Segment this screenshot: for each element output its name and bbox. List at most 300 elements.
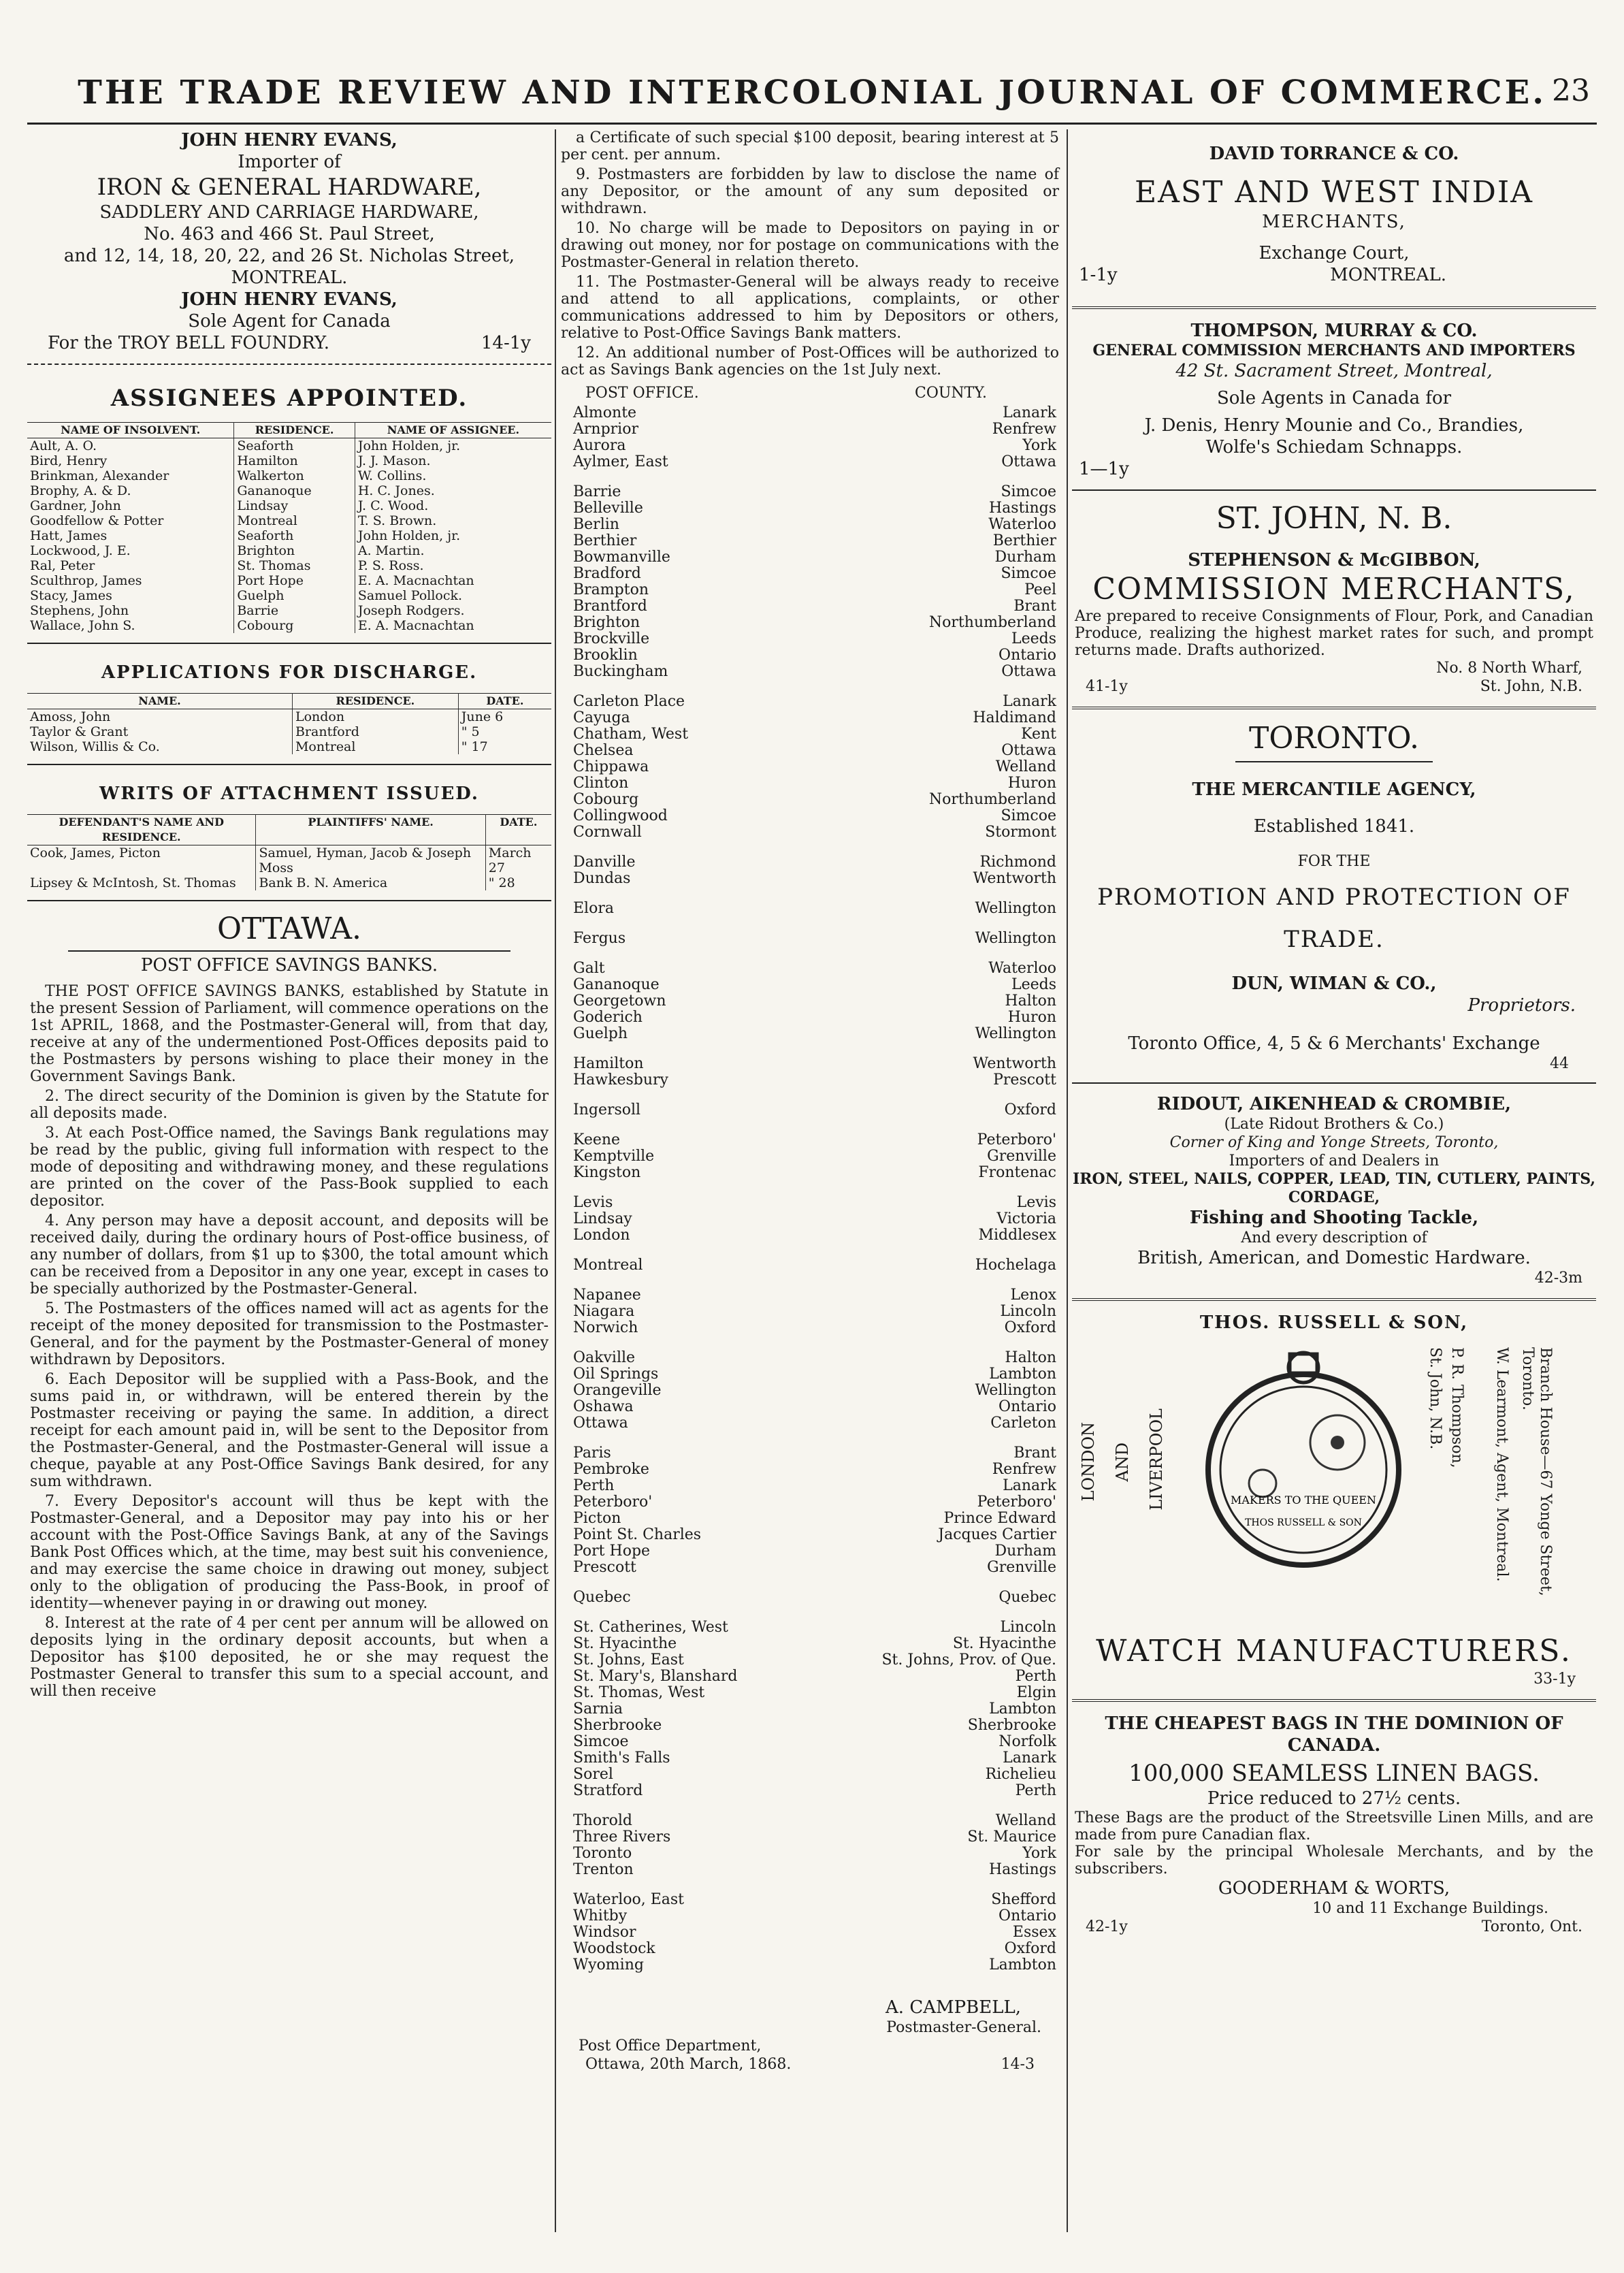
- writs-cell: Samuel, Hyman, Jacob & Joseph Moss: [256, 845, 485, 876]
- stjohn-line: COMMISSION MERCHANTS,: [1092, 572, 1576, 607]
- thompson-code: 1—1y: [1079, 459, 1129, 479]
- torrance-footer: [1072, 264, 1596, 286]
- county-name: York: [1022, 437, 1056, 454]
- post-office-name: Quebec: [573, 1589, 631, 1606]
- assignees-cell: Brighton: [234, 543, 355, 558]
- list-item: [558, 1829, 1062, 1845]
- post-office-name: Arnprior: [573, 421, 638, 438]
- county-name: Shefford: [991, 1891, 1056, 1908]
- list-item: [558, 1560, 1062, 1576]
- county-header: COUNTY.: [914, 385, 987, 402]
- county-name: York: [1022, 1845, 1056, 1862]
- list-item: [558, 566, 1062, 582]
- notice-continued: [561, 129, 1059, 378]
- writs-cell: Lipsey & McIntosh, St. Thomas: [27, 875, 256, 890]
- post-office-name: Brighton: [573, 614, 640, 631]
- assignees-cell: Stephens, John: [27, 603, 234, 618]
- bags-price: Price reduced to 27½ cents.: [1207, 1788, 1461, 1809]
- post-office-name: Norwich: [573, 1319, 638, 1336]
- post-office-name: Wyoming: [573, 1956, 644, 1973]
- county-name: Huron: [1007, 775, 1056, 792]
- list-item: [558, 500, 1062, 517]
- list-item: [558, 533, 1062, 549]
- discharge-header-1: RESIDENCE.: [292, 694, 458, 709]
- table-row: [27, 513, 551, 528]
- list-item: [558, 1399, 1062, 1415]
- writs-header-2: DATE.: [485, 815, 551, 845]
- assignees-cell: Lockwood, J. E.: [27, 543, 234, 558]
- list-item: [558, 1590, 1062, 1606]
- post-office-name: Pembroke: [573, 1461, 649, 1478]
- county-name: Lanark: [1003, 693, 1056, 710]
- discharge-header-0: NAME.: [27, 694, 292, 709]
- county-name: Hastings: [988, 1861, 1056, 1878]
- assignees-cell: Samuel Pollock.: [357, 588, 463, 603]
- list-item: [558, 549, 1062, 566]
- list-item: [558, 1619, 1062, 1636]
- bags-sale: For sale by the principal Wholesale Merchants, and by the subscribers.: [1075, 1843, 1593, 1877]
- list-item: [558, 824, 1062, 841]
- post-office-name: Thorold: [573, 1812, 632, 1829]
- assignees-cell: Barrie: [234, 603, 355, 618]
- post-office-name: Chippawa: [573, 758, 649, 775]
- post-office-list: [558, 405, 1062, 1987]
- list-item: [558, 1056, 1062, 1072]
- assignees-cell: J. C. Wood.: [357, 498, 429, 513]
- post-office-name: Stratford: [573, 1782, 643, 1799]
- post-office-name: Windsor: [573, 1924, 636, 1941]
- toronto-advertisement: [1072, 720, 1596, 1073]
- writs-cell: March 27: [488, 845, 532, 875]
- torrance-code: 1-1y: [1079, 265, 1118, 285]
- post-office-name: Georgetown: [573, 993, 666, 1010]
- list-item: [558, 1383, 1062, 1399]
- list-item: [558, 615, 1062, 631]
- list-item: [558, 961, 1062, 977]
- notice-paragraph: 5. The Postmasters of the offices named will act as agents for the receipt of the money deposited for transmission to the Postmaster-General, and for the payment by the Postmaster-General of money withdrawn by Depositors.: [30, 1300, 549, 1368]
- list-item: [558, 421, 1062, 438]
- russell-title: WATCH MANUFACTURERS.: [1096, 1634, 1572, 1669]
- county-name: Leeds: [1011, 630, 1056, 647]
- county-name: Waterloo: [988, 960, 1056, 977]
- county-name: Grenville: [987, 1148, 1056, 1165]
- bags-footer: [1072, 1918, 1596, 1936]
- list-item: [558, 1227, 1062, 1244]
- list-item: [558, 1892, 1062, 1908]
- post-office-name: Chelsea: [573, 742, 634, 759]
- county-name: Peterboro': [977, 1131, 1056, 1148]
- list-item: [558, 647, 1062, 664]
- list-item: [558, 1685, 1062, 1701]
- table-row: [27, 875, 551, 890]
- date-row: [558, 2055, 1062, 2074]
- post-office-name: Orangeville: [573, 1382, 662, 1399]
- thompson-line: GENERAL COMMISSION MERCHANTS AND IMPORTERS: [1092, 342, 1576, 359]
- agency-promotion: PROMOTION AND PROTECTION OF: [1097, 884, 1571, 911]
- county-name: Wellington: [975, 1025, 1056, 1042]
- county-name: Stormont: [985, 824, 1056, 841]
- notice-paragraph: 4. Any person may have a deposit account, and deposits will be received daily, during the ordinary hours of Post-office business, of any number of dollars, from $1 up to $300, the total amount which can be received from a Depositor in any one year, except in cases to be specially authorized by the Postmaster-General.: [30, 1212, 549, 1297]
- post-office-name: Brockville: [573, 630, 650, 647]
- bags-advertisement: [1072, 1713, 1596, 1936]
- list-gap: [558, 1336, 1062, 1350]
- assignees-cell: Hamilton: [234, 453, 355, 468]
- table-row: [27, 573, 551, 588]
- list-item: [558, 726, 1062, 743]
- county-name: Renfrew: [992, 421, 1056, 438]
- ridout-code: 42-3m: [1534, 1270, 1582, 1287]
- assignees-cell: Walkerton: [234, 468, 355, 483]
- county-name: Ontario: [998, 1907, 1056, 1924]
- county-name: Lanark: [1003, 1477, 1056, 1494]
- county-name: Oxford: [1004, 1101, 1056, 1118]
- list-item: [558, 1941, 1062, 1957]
- assignees-cell: H. C. Jones.: [357, 483, 435, 498]
- discharge-cell: Amoss, John: [27, 709, 292, 725]
- agency-for: FOR THE: [1297, 853, 1371, 870]
- table-row: [27, 468, 551, 483]
- page-number: 23: [1552, 74, 1590, 108]
- post-office-name: Levis: [573, 1194, 613, 1211]
- stjohn-title: ST. JOHN, N. B.: [1216, 501, 1452, 536]
- county-name: St. Hyacinthe: [952, 1635, 1056, 1652]
- russell-code: 33-1y: [1533, 1671, 1576, 1688]
- watch-makers-text: MAKERS TO THE QUEEN: [1231, 1494, 1376, 1506]
- list-item: [558, 1527, 1062, 1543]
- county-name: Lincoln: [1000, 1303, 1056, 1320]
- assignees-cell: A. Martin.: [357, 543, 425, 558]
- russell-liverpool: LIVERPOOL: [1147, 1408, 1166, 1511]
- list-item: [558, 1304, 1062, 1320]
- discharge-table: [27, 693, 551, 754]
- list-item: [558, 1669, 1062, 1685]
- evans-business: IRON & GENERAL HARDWARE,: [97, 174, 482, 201]
- notice-paragraph: 3. At each Post-Office named, the Savings Bank regulations may be read by the public, giving full information with respect to the mode of depositing and withdrawing money, and these regulations are printed on the cover of the Pass-Book supplied to each depositor.: [30, 1125, 549, 1210]
- post-office-name: Fergus: [573, 930, 626, 947]
- county-name: Welland: [995, 1812, 1056, 1829]
- pocket-watch-icon: [1188, 1347, 1419, 1579]
- post-office-name: St. Hyacinthe: [573, 1635, 677, 1652]
- post-office-name: Prescott: [573, 1559, 636, 1576]
- ridout-goods: IRON, STEEL, NAILS, COPPER, LEAD, TIN, CUTLERY, PAINTS, CORDAGE,: [1072, 1170, 1596, 1206]
- russell-p1: P. R. Thompson,: [1448, 1347, 1465, 1468]
- discharge-cell: London: [292, 709, 458, 725]
- list-gap: [558, 1606, 1062, 1619]
- writs-cell: Bank B. N. America: [256, 875, 485, 890]
- notice-paragraph: 12. An additional number of Post-Offices will be authorized to act as Savings Bank agencies on the 1st July next.: [561, 344, 1059, 378]
- county-name: Frontenac: [978, 1164, 1056, 1181]
- russell-p2: St. John, N.B.: [1427, 1347, 1444, 1450]
- county-name: Simcoe: [1001, 565, 1056, 582]
- evans-line1: SADDLERY AND CARRIAGE HARDWARE,: [99, 202, 479, 223]
- county-name: Wellington: [975, 900, 1056, 917]
- table-row: [27, 438, 551, 454]
- writs-cell: Cook, James, Picton: [27, 845, 256, 876]
- list-item: [558, 1366, 1062, 1383]
- county-name: Ontario: [998, 647, 1056, 664]
- bags-title: THE CHEAPEST BAGS IN THE DOMINION OF CANADA.: [1105, 1713, 1563, 1756]
- county-name: Victoria: [996, 1210, 1056, 1227]
- table-row: [27, 709, 551, 725]
- discharge-cell: Taylor & Grant: [27, 724, 292, 739]
- post-office-name: Picton: [573, 1510, 621, 1527]
- bags-firm: GOODERHAM & WORTS,: [1218, 1878, 1450, 1899]
- thompson-advertisement: [1072, 320, 1596, 480]
- post-office-name: Waterloo, East: [573, 1891, 685, 1908]
- list-item: [558, 454, 1062, 470]
- list-item: [558, 1102, 1062, 1118]
- evans-advertisement: [27, 129, 551, 354]
- evans-city: MONTREAL.: [231, 268, 348, 288]
- russell-london: LONDON: [1079, 1422, 1098, 1502]
- post-office-name: Ingersoll: [573, 1101, 641, 1118]
- discharge-cell: June 6: [461, 709, 504, 724]
- post-office-name: Woodstock: [573, 1940, 655, 1957]
- torrance-address: Exchange Court,: [1258, 243, 1410, 263]
- evans-agent: Sole Agent for Canada: [188, 311, 391, 332]
- assignees-cell: Joseph Rodgers.: [357, 603, 465, 618]
- list-item: [558, 664, 1062, 680]
- list-item: [558, 1478, 1062, 1494]
- assignees-cell: Seaforth: [234, 528, 355, 543]
- list-item: [558, 582, 1062, 598]
- post-office-name: Three Rivers: [573, 1828, 671, 1845]
- journal-title: THE TRADE REVIEW AND INTERCOLONIAL JOURNAL OF COMMERCE.: [78, 74, 1546, 112]
- notice-date: Ottawa, 20th March, 1868.: [585, 2056, 792, 2073]
- county-name: Quebec: [998, 1589, 1056, 1606]
- post-office-name: Clinton: [573, 775, 629, 792]
- russell-name: THOS. RUSSELL & SON,: [1199, 1312, 1469, 1333]
- post-office-name: London: [573, 1227, 630, 1244]
- table-row: [27, 558, 551, 573]
- assignees-cell: Bird, Henry: [27, 453, 234, 468]
- post-office-name: Barrie: [573, 483, 621, 500]
- column-rule-1: [555, 129, 556, 2232]
- county-name: Oxford: [1004, 1940, 1056, 1957]
- writs-table: [27, 814, 551, 890]
- post-office-name: Kingston: [573, 1164, 641, 1181]
- list-gap: [558, 1244, 1062, 1257]
- post-office-list-header: [558, 381, 1062, 405]
- assignees-cell: Ault, A. O.: [27, 438, 234, 454]
- county-name: Wentworth: [973, 870, 1056, 887]
- ridout-hardware: British, American, and Domestic Hardware.: [1137, 1248, 1531, 1268]
- county-name: Wellington: [975, 930, 1056, 947]
- county-name: Peterboro': [977, 1494, 1056, 1511]
- stjohn-footer: [1072, 677, 1596, 696]
- county-name: Ottawa: [1001, 742, 1056, 759]
- assignees-cell: W. Collins.: [357, 468, 427, 483]
- ridout-late: (Late Ridout Brothers & Co.): [1224, 1116, 1444, 1133]
- post-office-name: Oakville: [573, 1349, 636, 1366]
- county-name: Richelieu: [985, 1766, 1056, 1783]
- assignees-header-1: RESIDENCE.: [234, 423, 355, 438]
- list-item: [558, 871, 1062, 887]
- list-item: [558, 694, 1062, 710]
- county-name: Carleton: [990, 1415, 1056, 1432]
- list-item: [558, 438, 1062, 454]
- list-item: [558, 1543, 1062, 1560]
- bags-code: 42-1y: [1086, 1918, 1128, 1935]
- assignees-cell: P. S. Ross.: [357, 558, 424, 573]
- post-office-name: Peterboro': [573, 1494, 653, 1511]
- county-name: Hastings: [988, 500, 1056, 517]
- assignees-cell: J. J. Mason.: [357, 453, 431, 468]
- list-item: [558, 854, 1062, 871]
- county-name: St. Johns, Prov. of Que.: [881, 1651, 1056, 1669]
- assignees-cell: Wallace, John S.: [27, 618, 234, 633]
- list-gap: [558, 470, 1062, 484]
- post-office-name: Hawkesbury: [573, 1071, 668, 1089]
- county-name: Halton: [1005, 1349, 1056, 1366]
- assignees-cell: Gananoque: [234, 483, 355, 498]
- county-name: Jacques Cartier: [938, 1526, 1056, 1543]
- assignees-cell: John Holden, jr.: [357, 528, 461, 543]
- stjohn-code: 41-1y: [1086, 678, 1128, 695]
- discharge-cell: Wilson, Willis & Co.: [27, 739, 292, 754]
- list-item: [558, 1813, 1062, 1829]
- table-row: [27, 618, 551, 633]
- agency-office: Toronto Office, 4, 5 & 6 Merchants' Exchange: [1128, 1033, 1540, 1054]
- post-office-name: Ottawa: [573, 1415, 628, 1432]
- evans-role: Importer of: [238, 152, 341, 172]
- assignees-cell: Guelph: [234, 588, 355, 603]
- department: Post Office Department,: [579, 2037, 762, 2054]
- list-gap: [558, 841, 1062, 854]
- post-office-name: Oil Springs: [573, 1366, 659, 1383]
- notice-paragraph: 10. No charge will be made to Depositors on paying in or drawing out money, nor for postage on communications with the Postmaster-General in relation thereto.: [561, 220, 1059, 271]
- list-item: [558, 775, 1062, 792]
- post-office-name: Buckingham: [573, 663, 668, 680]
- county-name: Lanark: [1003, 404, 1056, 421]
- assignees-cell: E. A. Macnachtan: [357, 618, 474, 633]
- post-office-name: Sarnia: [573, 1700, 623, 1718]
- assignees-title: ASSIGNEES APPOINTED.: [110, 385, 468, 412]
- torrance-advertisement: [1072, 143, 1596, 286]
- post-office-name: Sorel: [573, 1766, 613, 1783]
- bags-address: 10 and 11 Exchange Buildings.: [1312, 1900, 1548, 1917]
- list-item: [558, 1211, 1062, 1227]
- list-item: [558, 1845, 1062, 1862]
- post-office-name: Carleton Place: [573, 693, 685, 710]
- list-item: [558, 808, 1062, 824]
- county-name: Renfrew: [992, 1461, 1056, 1478]
- post-office-name: Berlin: [573, 516, 619, 533]
- list-item: [558, 743, 1062, 759]
- post-office-name: Elora: [573, 900, 614, 917]
- list-gap: [558, 1973, 1062, 1987]
- evans-name-2: JOHN HENRY EVANS,: [181, 289, 397, 310]
- post-office-name: Bradford: [573, 565, 641, 582]
- table-row: [27, 588, 551, 603]
- list-gap: [558, 1089, 1062, 1102]
- agency-name: THE MERCANTILE AGENCY,: [1192, 779, 1476, 800]
- notice-paragraph: THE POST OFFICE SAVINGS BANKS, established by Statute in the present Session of Parliament, will commence operations on the 1st APRIL, 1868, and the Postmaster-General will, from that day, receive at any of the undermentioned Post-Offices deposits paid to the Postmasters by persons wishing to place their money in the Government Savings Bank.: [30, 983, 549, 1085]
- county-name: Brant: [1013, 1445, 1056, 1462]
- ridout-name: RIDOUT, AIKENHEAD & CROMBIE,: [1156, 1094, 1512, 1114]
- list-item: [558, 931, 1062, 947]
- list-gap: [558, 887, 1062, 901]
- post-office-name: Goderich: [573, 1009, 643, 1026]
- table-row: [27, 543, 551, 558]
- post-office-name: Paris: [573, 1445, 611, 1462]
- county-name: Welland: [995, 758, 1056, 775]
- assignees-header-0: NAME OF INSOLVENT.: [27, 423, 234, 438]
- post-office-name: Point St. Charles: [573, 1526, 702, 1543]
- ottawa-notice-text: [30, 983, 549, 1700]
- post-office-name: Dundas: [573, 870, 631, 887]
- assignees-cell: Cobourg: [234, 618, 355, 633]
- county-name: Huron: [1007, 1009, 1056, 1026]
- list-item: [558, 1257, 1062, 1274]
- county-name: Lambton: [989, 1956, 1056, 1973]
- assignees-cell: Goodfellow & Potter: [27, 513, 234, 528]
- stjohn-city: St. John, N.B.: [1480, 678, 1582, 695]
- list-item: [558, 759, 1062, 775]
- thompson-schnapps: Wolfe's Schiedam Schnapps.: [1205, 437, 1463, 457]
- post-office-name: Port Hope: [573, 1543, 651, 1560]
- list-item: [558, 1924, 1062, 1941]
- assignees-cell: Stacy, James: [27, 588, 234, 603]
- post-office-name: Trenton: [573, 1861, 634, 1878]
- county-name: Elgin: [1016, 1684, 1056, 1701]
- signature: A. CAMPBELL,: [886, 1997, 1021, 2018]
- writs-header-0: DEFENDANT'S NAME AND RESIDENCE.: [27, 815, 256, 845]
- discharge-cell: " 17: [461, 739, 488, 754]
- list-item: [558, 1350, 1062, 1366]
- county-name: St. Maurice: [967, 1828, 1056, 1845]
- county-name: Lenox: [1010, 1287, 1056, 1304]
- list-item: [558, 1148, 1062, 1165]
- list-item: [558, 1010, 1062, 1026]
- torrance-sub: MERCHANTS,: [1262, 212, 1406, 232]
- county-name: Waterloo: [988, 516, 1056, 533]
- bags-city: Toronto, Ont.: [1481, 1918, 1582, 1935]
- russell-advertisement: [1072, 1312, 1596, 1688]
- county-name: Norfolk: [998, 1733, 1056, 1750]
- writs-header-1: PLAINTIFFS' NAME.: [256, 815, 485, 845]
- list-item: [558, 710, 1062, 726]
- post-office-name: St. Johns, East: [573, 1651, 684, 1669]
- list-item: [558, 1195, 1062, 1211]
- assignees-cell: Gardner, John: [27, 498, 234, 513]
- county-name: Northumberland: [928, 791, 1056, 808]
- post-office-name: Galt: [573, 960, 605, 977]
- post-office-name: Toronto: [573, 1845, 632, 1862]
- list-item: [558, 1652, 1062, 1669]
- post-office-name: Aylmer, East: [573, 453, 668, 470]
- ridout-advertisement: [1072, 1093, 1596, 1287]
- county-name: Sherbrooke: [967, 1717, 1056, 1734]
- writs-cell: " 28: [488, 875, 515, 890]
- list-item: [558, 1701, 1062, 1718]
- county-name: Durham: [994, 1543, 1056, 1560]
- masthead-rule: [27, 123, 1597, 125]
- list-gap: [558, 1799, 1062, 1813]
- post-office-name: Bowmanville: [573, 549, 670, 566]
- list-item: [558, 977, 1062, 993]
- county-name: Levis: [1016, 1194, 1056, 1211]
- county-name: Hochelaga: [975, 1257, 1056, 1274]
- post-office-name: Kemptville: [573, 1148, 655, 1165]
- signature-title: Postmaster-General.: [886, 2019, 1041, 2036]
- column-rule-2: [1067, 129, 1068, 2232]
- bags-big: 100,000 SEAMLESS LINEN BAGS.: [1128, 1760, 1540, 1787]
- torrance-city: MONTREAL.: [1330, 265, 1446, 285]
- county-name: Lambton: [989, 1700, 1056, 1718]
- post-office-name: Belleville: [573, 500, 643, 517]
- post-office-name: Brantford: [573, 598, 647, 615]
